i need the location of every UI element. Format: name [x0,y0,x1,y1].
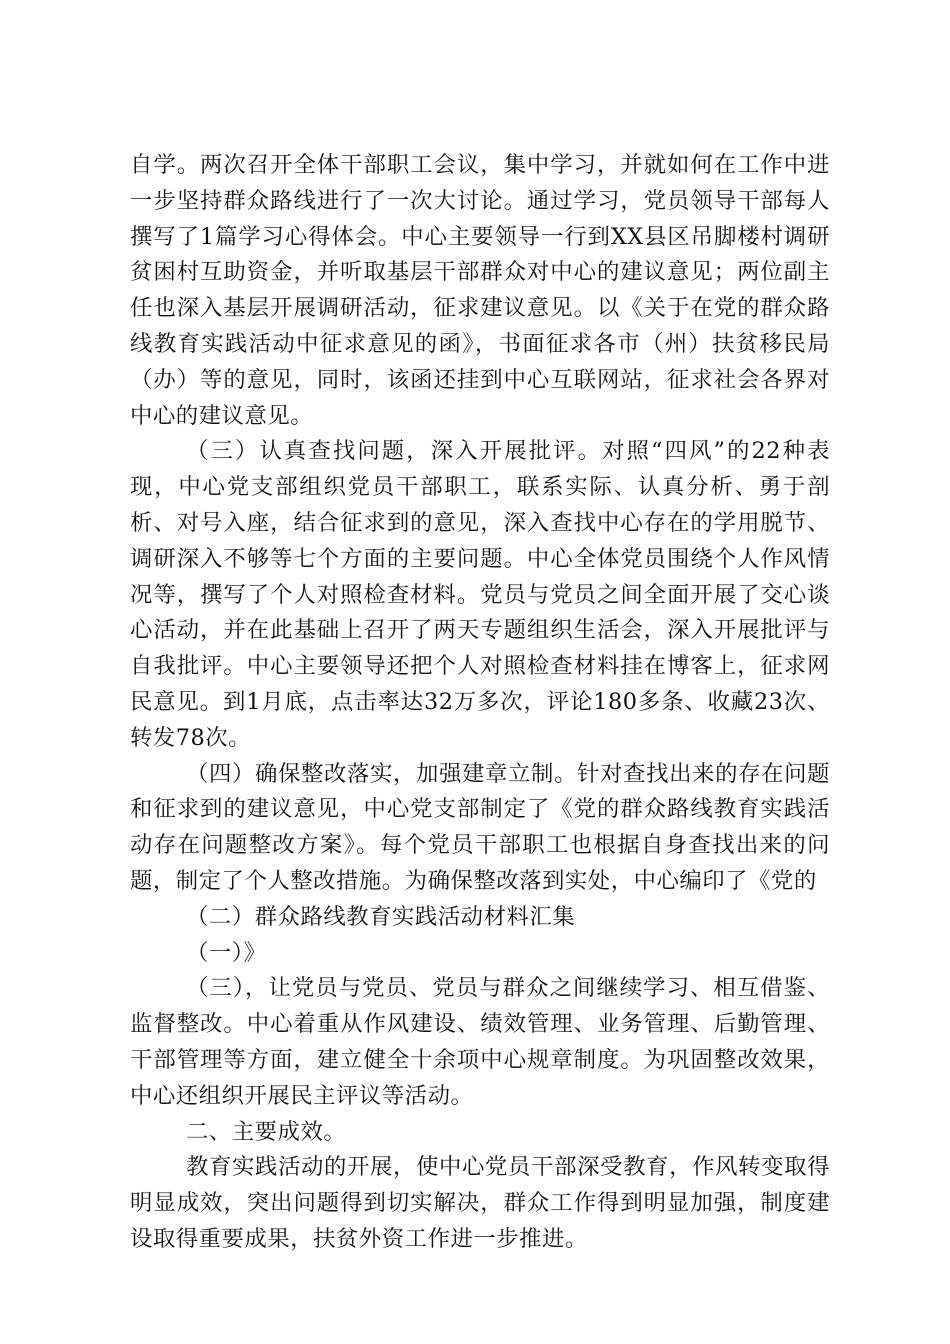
paragraph-results-summary: 教育实践活动的开展，使中心党员干部深受教育，作风转变取得明显成效，突出问题得到切实解决，群众工作得到明显加强，制度建设取得重要成果，扶贫外资工作进一步推进。 [130,1154,830,1252]
paragraph-self-study: 自学。两次召开全体干部职工会议，集中学习，并就如何在工作中进一步坚持群众路线进行了一次大讨论。通过学习，党员领导干部每人撰写了1篇学习心得体会。中心主要领导一行到XX县区吊脚楼村调研贫困村互助资金，并听取基层干部群众对中心的建议意见；两位副主任也深入基层开展调研活动，征求建议意见。以《关于在党的群众路线教育实践活动中征求意见的函》，书面征求各市（州）扶贫移民局（办）等的意见，同时，该函还挂到中心互联网站，征求社会各界对中心的建议意见。 [130,152,830,429]
paragraph-material-collection-two: （二）群众路线教育实践活动材料汇集 [186,903,576,930]
document-body [130,148,830,1258]
paragraph-section-four-rectification: （四）确保整改落实，加强建章立制。针对查找出来的存在问题和征求到的建议意见，中心党支部制定了《党的群众路线教育实践活动存在问题整改方案》。每个党员干部职工也根据自身查找出来的问题，制定了个人整改措施。为确保整改落到实处，中心编印了《党的 [130,760,830,894]
section-heading-main-results: 二、主要成效。 [186,1118,347,1145]
paragraph-section-three-find-problems: （三）认真查找问题，深入开展批评。对照“四风”的22种表现，中心党支部组织党员干部职工，联系实际、认真分析、勇于剖析、对号入座，结合征求到的意见，深入查找中心存在的学用脱节、调研深入不够等七个方面的主要问题。中心全体党员围绕个人作风情况等，撰写了个人对照检查材料。党员与党员之间全面开展了交心谈心活动，并在此基础上召开了两天专题组织生活会，深入开展批评与自我批评。中心主要领导还把个人对照检查材料挂在博客上，征求网民意见。到1月底，点击率达32万多次，评论180多条、收藏23次、转发78次。 [130,438,830,751]
paragraph-continue-learning: （三），让党员与党员、党员与群众之间继续学习、相互借鉴、监督整改。中心着重从作风建设、绩效管理、业务管理、后勤管理、干部管理等方面，建立健全十余项中心规章制度。为巩固整改效果，中心还组织开展民主评议等活动。 [130,975,830,1109]
paragraph-material-collection-one: （一）》 [186,939,267,966]
